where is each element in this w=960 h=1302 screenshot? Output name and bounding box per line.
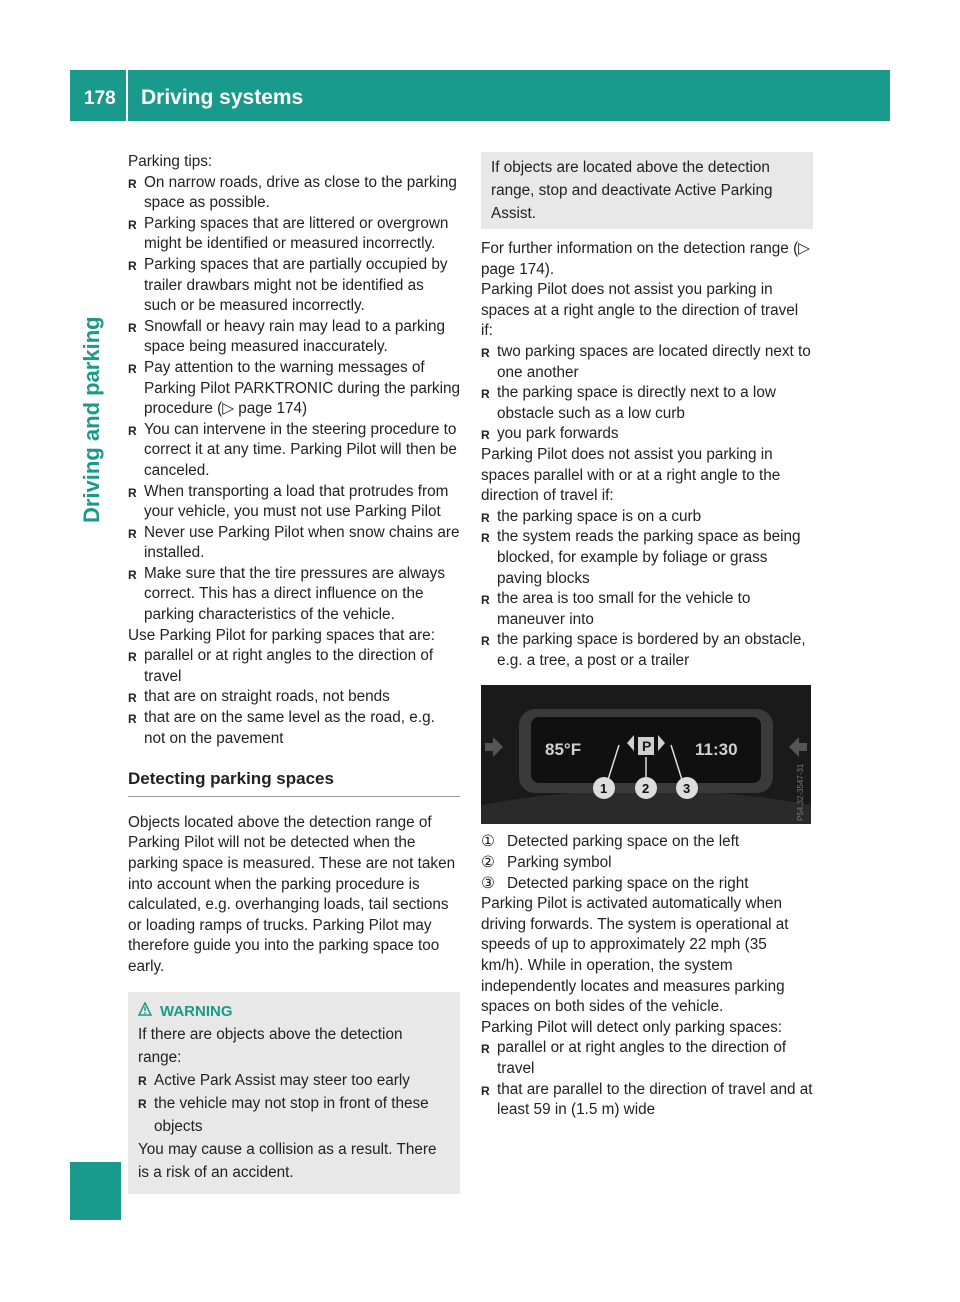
list-item: R parallel or at right angles to the direction of travel — [128, 646, 460, 687]
not-assist-list-2 — [481, 507, 813, 672]
side-tab-label: Driving and parking — [79, 316, 104, 523]
use-intro: Use Parking Pilot for parking spaces that are: — [128, 626, 435, 644]
warning-box — [128, 992, 460, 1194]
section-title: Driving systems — [141, 86, 304, 109]
list-item: R Snowfall or heavy rain may lead to a parking space being measured inaccurately. — [128, 317, 460, 358]
legend-text: Parking symbol — [507, 854, 612, 872]
use-list — [128, 646, 460, 749]
list-item: R Never use Parking Pilot when snow chains are installed. — [128, 523, 460, 564]
list-item: R the system reads the parking space as being blocked, for example by foliage or grass paving blocks — [481, 527, 813, 589]
legend-item — [481, 853, 813, 874]
legend-text: Detected parking space on the left — [507, 833, 740, 851]
legend-number: ② — [481, 854, 495, 872]
legend-text: Detected parking space on the right — [507, 874, 749, 892]
detect-only: Parking Pilot will detect only parking spaces: — [481, 1018, 782, 1036]
dashboard-illustration — [481, 685, 811, 824]
marker-2: 2 — [642, 781, 650, 797]
legend-number: ③ — [481, 874, 495, 892]
list-item: R the vehicle may not stop in front of these objects — [138, 1092, 450, 1138]
legend-item — [481, 874, 813, 895]
image-code: P54.32-3547-31 — [796, 764, 805, 822]
list-item: R that are on the same level as the road, e.g. not on the pavement — [128, 708, 460, 749]
side-tab-marker — [70, 1162, 121, 1220]
marker-3: 3 — [683, 781, 691, 797]
list-item: R parallel or at right angles to the direction of travel — [481, 1038, 813, 1079]
list-item: R that are parallel to the direction of travel and at least 59 in (1.5 m) wide — [481, 1080, 813, 1121]
further-info: For further information on the detection range (▷ page 174). — [481, 240, 810, 278]
warning-icon — [138, 1000, 152, 1023]
list-item: R the parking space is bordered by an obstacle, e.g. a tree, a post or a trailer — [481, 630, 813, 671]
list-item: R the parking space is on a curb — [481, 507, 813, 528]
list-item: R When transporting a load that protrudes from your vehicle, you must not use Parking Pilot — [128, 482, 460, 523]
list-item: R Parking spaces that are partially occupied by trailer drawbars might not be identified as such or be measured incorrectly. — [128, 255, 460, 317]
detect-paragraph: Objects located above the detection range of Parking Pilot will not be detected when the parking space is measured. These are not taken into account when the parking procedure is calculated, e.g. overhanging loads, tail sections or loading ramps of trucks. Parking Pilot may therefore guide you into the parking space too early. — [128, 813, 456, 975]
detect-only-list — [481, 1038, 813, 1120]
dashboard-p-symbol: P — [642, 738, 652, 755]
not-assist-list-1 — [481, 342, 813, 445]
legend-item — [481, 832, 813, 853]
warning-intro: If there are objects above the detection range: — [138, 1025, 403, 1066]
list-item: R that are on straight roads, not bends — [128, 687, 460, 708]
list-item: R you park forwards — [481, 424, 813, 445]
list-item: R Parking spaces that are littered or overgrown might be identified or measured incorrectly. — [128, 214, 460, 255]
legend-number: ① — [481, 833, 495, 851]
marker-1: 1 — [600, 781, 608, 797]
warning-list — [138, 1069, 450, 1138]
list-item: R Make sure that the tire pressures are always correct. This has a direct influence on the parking characteristics of the vehicle. — [128, 564, 460, 626]
list-item: R two parking spaces are located directly next to one another — [481, 342, 813, 383]
legend — [481, 832, 813, 894]
warning-title: WARNING — [160, 1002, 233, 1020]
dashboard-time: 11:30 — [695, 740, 738, 760]
list-item: R On narrow roads, drive as close to the parking space as possible. — [128, 173, 460, 214]
dashboard-image — [481, 685, 811, 824]
dashboard-temp: 85°F — [545, 740, 582, 760]
list-item: R Active Park Assist may steer too early — [138, 1069, 450, 1092]
tips-intro: Parking tips: — [128, 153, 213, 170]
left-column — [128, 152, 460, 1194]
page-number: 178 — [84, 88, 116, 109]
warning-outro: You may cause a collision as a result. There is a risk of an accident. — [138, 1140, 437, 1181]
list-item: R the area is too small for the vehicle to maneuver into — [481, 589, 813, 630]
not-assist-2: Parking Pilot does not assist you parking in spaces parallel with or at a right angle to the direction of travel if: — [481, 445, 781, 505]
list-item: R Pay attention to the warning messages of Parking Pilot PARKTRONIC during the parking procedure (▷ page 174) — [128, 358, 460, 420]
list-item: R the parking space is directly next to a low obstacle such as a low curb — [481, 383, 813, 424]
list-item: R You can intervene in the steering procedure to correct it at any time. Parking Pilot will then be canceled. — [128, 420, 460, 482]
not-assist-1: Parking Pilot does not assist you parking in spaces at a right angle to the direction of travel if: — [481, 281, 799, 340]
header-separator — [126, 70, 128, 121]
activation-paragraph: Parking Pilot is activated automatically when driving forwards. The system is operational at speeds of up to approximately 22 mph (35 km/h). While in operation, the system independently locates and measures parking spaces on both sides of the vehicle. — [481, 895, 789, 1016]
subheading: Detecting parking spaces — [128, 769, 460, 797]
tips-list — [128, 173, 460, 626]
right-column — [481, 152, 813, 1121]
info-box: If objects are located above the detection range, stop and deactivate Active Parking Assist. — [481, 152, 813, 229]
